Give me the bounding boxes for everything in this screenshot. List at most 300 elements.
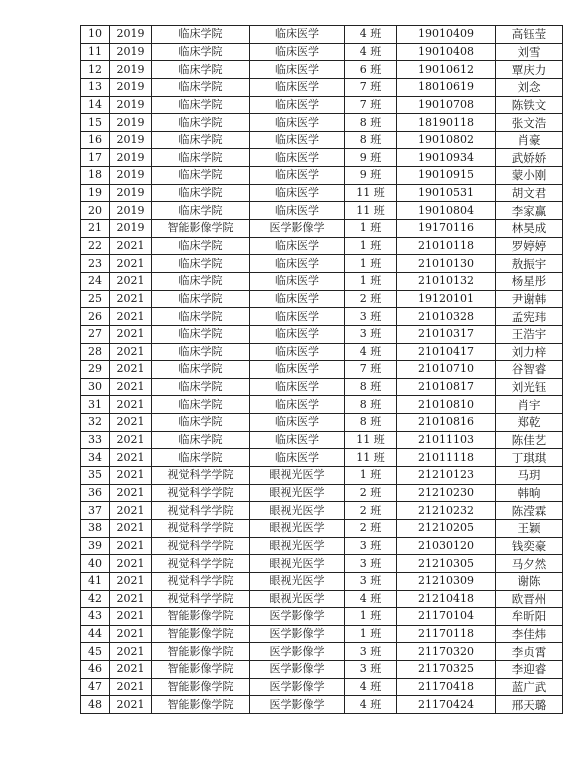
cell-student-id: 19010915 bbox=[397, 167, 496, 185]
cell-name: 马玥 bbox=[496, 467, 563, 485]
cell-student-id: 19010409 bbox=[397, 26, 496, 44]
cell-index: 20 bbox=[81, 202, 110, 220]
cell-major: 临床医学 bbox=[250, 167, 345, 185]
cell-name: 罗婷婷 bbox=[496, 237, 563, 255]
cell-name: 肖豪 bbox=[496, 131, 563, 149]
cell-student-id: 21210205 bbox=[397, 519, 496, 537]
cell-year: 2021 bbox=[110, 237, 152, 255]
cell-index: 47 bbox=[81, 678, 110, 696]
cell-college: 临床学院 bbox=[152, 343, 250, 361]
cell-index: 18 bbox=[81, 167, 110, 185]
cell-college: 临床学院 bbox=[152, 308, 250, 326]
table-row bbox=[81, 625, 563, 643]
cell-major: 眼视光医学 bbox=[250, 484, 345, 502]
cell-college: 临床学院 bbox=[152, 114, 250, 132]
cell-major: 临床医学 bbox=[250, 184, 345, 202]
cell-college: 临床学院 bbox=[152, 61, 250, 79]
cell-year: 2021 bbox=[110, 678, 152, 696]
cell-name: 杨星彤 bbox=[496, 272, 563, 290]
cell-student-id: 19010612 bbox=[397, 61, 496, 79]
table-row bbox=[81, 167, 563, 185]
cell-class: 1 班 bbox=[345, 255, 397, 273]
cell-name: 李佳炜 bbox=[496, 625, 563, 643]
cell-name: 丁琪琪 bbox=[496, 449, 563, 467]
cell-index: 12 bbox=[81, 61, 110, 79]
cell-college: 临床学院 bbox=[152, 272, 250, 290]
table-row bbox=[81, 572, 563, 590]
table-row bbox=[81, 96, 563, 114]
cell-student-id: 21170424 bbox=[397, 696, 496, 714]
cell-college: 视觉科学学院 bbox=[152, 555, 250, 573]
cell-class: 4 班 bbox=[345, 26, 397, 44]
cell-year: 2019 bbox=[110, 61, 152, 79]
table-row bbox=[81, 608, 563, 626]
cell-student-id: 18010619 bbox=[397, 78, 496, 96]
cell-student-id: 21210418 bbox=[397, 590, 496, 608]
cell-name: 覃庆力 bbox=[496, 61, 563, 79]
cell-major: 眼视光医学 bbox=[250, 502, 345, 520]
table-row bbox=[81, 114, 563, 132]
cell-major: 临床医学 bbox=[250, 202, 345, 220]
cell-class: 4 班 bbox=[345, 590, 397, 608]
cell-index: 28 bbox=[81, 343, 110, 361]
cell-major: 临床医学 bbox=[250, 396, 345, 414]
cell-student-id: 19170116 bbox=[397, 220, 496, 238]
cell-index: 29 bbox=[81, 361, 110, 379]
cell-year: 2021 bbox=[110, 361, 152, 379]
cell-college: 智能影像学院 bbox=[152, 696, 250, 714]
cell-year: 2021 bbox=[110, 467, 152, 485]
cell-major: 医学影像学 bbox=[250, 661, 345, 679]
cell-college: 临床学院 bbox=[152, 184, 250, 202]
table-row bbox=[81, 149, 563, 167]
cell-name: 李迎睿 bbox=[496, 661, 563, 679]
table-row bbox=[81, 237, 563, 255]
cell-index: 22 bbox=[81, 237, 110, 255]
cell-class: 2 班 bbox=[345, 502, 397, 520]
table-row bbox=[81, 590, 563, 608]
cell-name: 武娇娇 bbox=[496, 149, 563, 167]
cell-year: 2021 bbox=[110, 449, 152, 467]
cell-index: 48 bbox=[81, 696, 110, 714]
cell-year: 2021 bbox=[110, 414, 152, 432]
table-row bbox=[81, 431, 563, 449]
cell-year: 2021 bbox=[110, 502, 152, 520]
table-row bbox=[81, 343, 563, 361]
cell-class: 4 班 bbox=[345, 43, 397, 61]
cell-major: 临床医学 bbox=[250, 237, 345, 255]
cell-college: 临床学院 bbox=[152, 96, 250, 114]
cell-class: 8 班 bbox=[345, 396, 397, 414]
cell-student-id: 21210305 bbox=[397, 555, 496, 573]
cell-name: 谷智睿 bbox=[496, 361, 563, 379]
cell-year: 2019 bbox=[110, 43, 152, 61]
cell-student-id: 21011103 bbox=[397, 431, 496, 449]
cell-college: 视觉科学学院 bbox=[152, 537, 250, 555]
cell-college: 临床学院 bbox=[152, 378, 250, 396]
table-row bbox=[81, 290, 563, 308]
cell-student-id: 21010816 bbox=[397, 414, 496, 432]
cell-name: 牟昕阳 bbox=[496, 608, 563, 626]
cell-index: 43 bbox=[81, 608, 110, 626]
table-row bbox=[81, 78, 563, 96]
cell-class: 3 班 bbox=[345, 537, 397, 555]
cell-index: 30 bbox=[81, 378, 110, 396]
cell-major: 临床医学 bbox=[250, 149, 345, 167]
cell-name: 马夕然 bbox=[496, 555, 563, 573]
cell-student-id: 21210123 bbox=[397, 467, 496, 485]
cell-year: 2021 bbox=[110, 696, 152, 714]
cell-index: 17 bbox=[81, 149, 110, 167]
cell-major: 眼视光医学 bbox=[250, 467, 345, 485]
cell-year: 2021 bbox=[110, 431, 152, 449]
cell-class: 2 班 bbox=[345, 484, 397, 502]
cell-student-id: 21170104 bbox=[397, 608, 496, 626]
cell-college: 智能影像学院 bbox=[152, 625, 250, 643]
cell-index: 13 bbox=[81, 78, 110, 96]
cell-major: 临床医学 bbox=[250, 78, 345, 96]
cell-class: 11 班 bbox=[345, 449, 397, 467]
cell-major: 医学影像学 bbox=[250, 220, 345, 238]
cell-name: 陈铁文 bbox=[496, 96, 563, 114]
table-row bbox=[81, 26, 563, 44]
cell-college: 视觉科学学院 bbox=[152, 484, 250, 502]
cell-class: 1 班 bbox=[345, 608, 397, 626]
cell-year: 2021 bbox=[110, 308, 152, 326]
cell-year: 2021 bbox=[110, 661, 152, 679]
table-row bbox=[81, 661, 563, 679]
table-row bbox=[81, 414, 563, 432]
cell-year: 2021 bbox=[110, 325, 152, 343]
cell-major: 临床医学 bbox=[250, 308, 345, 326]
cell-index: 21 bbox=[81, 220, 110, 238]
cell-class: 11 班 bbox=[345, 202, 397, 220]
cell-class: 3 班 bbox=[345, 308, 397, 326]
table-row bbox=[81, 678, 563, 696]
cell-major: 临床医学 bbox=[250, 378, 345, 396]
cell-college: 临床学院 bbox=[152, 325, 250, 343]
table-row bbox=[81, 502, 563, 520]
cell-college: 临床学院 bbox=[152, 431, 250, 449]
cell-name: 孟宪玮 bbox=[496, 308, 563, 326]
cell-student-id: 21030120 bbox=[397, 537, 496, 555]
cell-class: 1 班 bbox=[345, 625, 397, 643]
cell-college: 视觉科学学院 bbox=[152, 590, 250, 608]
cell-major: 临床医学 bbox=[250, 343, 345, 361]
cell-major: 临床医学 bbox=[250, 414, 345, 432]
cell-major: 眼视光医学 bbox=[250, 519, 345, 537]
cell-name: 李家赢 bbox=[496, 202, 563, 220]
cell-major: 临床医学 bbox=[250, 43, 345, 61]
cell-major: 临床医学 bbox=[250, 449, 345, 467]
cell-major: 临床医学 bbox=[250, 272, 345, 290]
cell-class: 8 班 bbox=[345, 131, 397, 149]
cell-major: 眼视光医学 bbox=[250, 590, 345, 608]
cell-college: 临床学院 bbox=[152, 237, 250, 255]
cell-index: 36 bbox=[81, 484, 110, 502]
cell-name: 张文浩 bbox=[496, 114, 563, 132]
table-row bbox=[81, 643, 563, 661]
cell-student-id: 21010130 bbox=[397, 255, 496, 273]
cell-college: 智能影像学院 bbox=[152, 661, 250, 679]
cell-student-id: 21210309 bbox=[397, 572, 496, 590]
cell-index: 26 bbox=[81, 308, 110, 326]
cell-college: 临床学院 bbox=[152, 26, 250, 44]
cell-name: 刘光钰 bbox=[496, 378, 563, 396]
cell-year: 2019 bbox=[110, 202, 152, 220]
cell-college: 智能影像学院 bbox=[152, 220, 250, 238]
cell-class: 3 班 bbox=[345, 643, 397, 661]
cell-major: 眼视光医学 bbox=[250, 572, 345, 590]
cell-index: 16 bbox=[81, 131, 110, 149]
cell-year: 2021 bbox=[110, 537, 152, 555]
cell-year: 2021 bbox=[110, 272, 152, 290]
cell-student-id: 21170418 bbox=[397, 678, 496, 696]
cell-class: 9 班 bbox=[345, 167, 397, 185]
table-row bbox=[81, 255, 563, 273]
cell-major: 医学影像学 bbox=[250, 625, 345, 643]
cell-name: 陈滢霖 bbox=[496, 502, 563, 520]
cell-college: 临床学院 bbox=[152, 78, 250, 96]
table-row bbox=[81, 272, 563, 290]
cell-index: 27 bbox=[81, 325, 110, 343]
cell-name: 胡文君 bbox=[496, 184, 563, 202]
table-row bbox=[81, 484, 563, 502]
cell-college: 临床学院 bbox=[152, 167, 250, 185]
cell-major: 医学影像学 bbox=[250, 678, 345, 696]
cell-index: 11 bbox=[81, 43, 110, 61]
cell-year: 2021 bbox=[110, 290, 152, 308]
cell-index: 19 bbox=[81, 184, 110, 202]
cell-index: 33 bbox=[81, 431, 110, 449]
cell-name: 陈佳艺 bbox=[496, 431, 563, 449]
cell-name: 欧晋州 bbox=[496, 590, 563, 608]
cell-year: 2019 bbox=[110, 26, 152, 44]
table-row bbox=[81, 61, 563, 79]
cell-student-id: 21010710 bbox=[397, 361, 496, 379]
cell-year: 2021 bbox=[110, 343, 152, 361]
cell-index: 23 bbox=[81, 255, 110, 273]
cell-student-id: 21010317 bbox=[397, 325, 496, 343]
cell-year: 2021 bbox=[110, 396, 152, 414]
cell-student-id: 21010417 bbox=[397, 343, 496, 361]
cell-student-id: 21011118 bbox=[397, 449, 496, 467]
table-row bbox=[81, 396, 563, 414]
cell-index: 39 bbox=[81, 537, 110, 555]
cell-student-id: 19010804 bbox=[397, 202, 496, 220]
cell-index: 37 bbox=[81, 502, 110, 520]
cell-college: 视觉科学学院 bbox=[152, 502, 250, 520]
table-body bbox=[81, 26, 563, 714]
cell-index: 15 bbox=[81, 114, 110, 132]
table-row bbox=[81, 220, 563, 238]
cell-name: 谢陈 bbox=[496, 572, 563, 590]
cell-year: 2021 bbox=[110, 572, 152, 590]
cell-student-id: 19010531 bbox=[397, 184, 496, 202]
cell-index: 46 bbox=[81, 661, 110, 679]
cell-college: 临床学院 bbox=[152, 396, 250, 414]
cell-student-id: 21010810 bbox=[397, 396, 496, 414]
table-row bbox=[81, 519, 563, 537]
cell-class: 3 班 bbox=[345, 661, 397, 679]
cell-class: 8 班 bbox=[345, 414, 397, 432]
cell-year: 2019 bbox=[110, 78, 152, 96]
cell-student-id: 18190118 bbox=[397, 114, 496, 132]
table-row bbox=[81, 696, 563, 714]
cell-class: 2 班 bbox=[345, 519, 397, 537]
cell-major: 眼视光医学 bbox=[250, 537, 345, 555]
cell-college: 临床学院 bbox=[152, 290, 250, 308]
cell-major: 临床医学 bbox=[250, 26, 345, 44]
cell-index: 10 bbox=[81, 26, 110, 44]
cell-name: 高钰莹 bbox=[496, 26, 563, 44]
cell-index: 25 bbox=[81, 290, 110, 308]
cell-student-id: 21010817 bbox=[397, 378, 496, 396]
cell-name: 林昊成 bbox=[496, 220, 563, 238]
cell-year: 2021 bbox=[110, 255, 152, 273]
cell-index: 31 bbox=[81, 396, 110, 414]
table-row bbox=[81, 325, 563, 343]
cell-class: 11 班 bbox=[345, 184, 397, 202]
table-row bbox=[81, 361, 563, 379]
cell-college: 临床学院 bbox=[152, 361, 250, 379]
cell-college: 临床学院 bbox=[152, 131, 250, 149]
cell-major: 医学影像学 bbox=[250, 608, 345, 626]
cell-class: 1 班 bbox=[345, 272, 397, 290]
cell-class: 8 班 bbox=[345, 114, 397, 132]
cell-index: 41 bbox=[81, 572, 110, 590]
cell-college: 视觉科学学院 bbox=[152, 467, 250, 485]
cell-index: 32 bbox=[81, 414, 110, 432]
cell-student-id: 19010934 bbox=[397, 149, 496, 167]
table-row bbox=[81, 449, 563, 467]
cell-college: 临床学院 bbox=[152, 202, 250, 220]
cell-major: 临床医学 bbox=[250, 96, 345, 114]
cell-name: 邢天璐 bbox=[496, 696, 563, 714]
cell-name: 刘力梓 bbox=[496, 343, 563, 361]
cell-student-id: 21170320 bbox=[397, 643, 496, 661]
cell-college: 智能影像学院 bbox=[152, 643, 250, 661]
table-row bbox=[81, 131, 563, 149]
cell-class: 4 班 bbox=[345, 678, 397, 696]
cell-major: 临床医学 bbox=[250, 361, 345, 379]
cell-college: 视觉科学学院 bbox=[152, 519, 250, 537]
cell-year: 2019 bbox=[110, 131, 152, 149]
cell-class: 1 班 bbox=[345, 467, 397, 485]
cell-student-id: 21170325 bbox=[397, 661, 496, 679]
cell-college: 临床学院 bbox=[152, 414, 250, 432]
cell-college: 临床学院 bbox=[152, 449, 250, 467]
cell-year: 2019 bbox=[110, 114, 152, 132]
cell-major: 医学影像学 bbox=[250, 643, 345, 661]
cell-name: 李贞霄 bbox=[496, 643, 563, 661]
cell-college: 临床学院 bbox=[152, 149, 250, 167]
cell-year: 2021 bbox=[110, 625, 152, 643]
cell-name: 尹谢韩 bbox=[496, 290, 563, 308]
cell-index: 14 bbox=[81, 96, 110, 114]
table-row bbox=[81, 43, 563, 61]
cell-class: 3 班 bbox=[345, 555, 397, 573]
cell-index: 40 bbox=[81, 555, 110, 573]
table-row bbox=[81, 467, 563, 485]
cell-year: 2021 bbox=[110, 378, 152, 396]
cell-student-id: 19010408 bbox=[397, 43, 496, 61]
cell-name: 蒙小刚 bbox=[496, 167, 563, 185]
cell-index: 42 bbox=[81, 590, 110, 608]
cell-year: 2019 bbox=[110, 149, 152, 167]
cell-name: 郑乾 bbox=[496, 414, 563, 432]
cell-index: 45 bbox=[81, 643, 110, 661]
cell-name: 肖宇 bbox=[496, 396, 563, 414]
cell-year: 2019 bbox=[110, 184, 152, 202]
cell-student-id: 21010118 bbox=[397, 237, 496, 255]
cell-year: 2021 bbox=[110, 608, 152, 626]
cell-year: 2021 bbox=[110, 643, 152, 661]
cell-student-id: 21010132 bbox=[397, 272, 496, 290]
cell-college: 智能影像学院 bbox=[152, 678, 250, 696]
table-row bbox=[81, 202, 563, 220]
cell-student-id: 21010328 bbox=[397, 308, 496, 326]
cell-major: 临床医学 bbox=[250, 114, 345, 132]
table-row bbox=[81, 378, 563, 396]
cell-year: 2021 bbox=[110, 590, 152, 608]
cell-major: 临床医学 bbox=[250, 325, 345, 343]
table-row bbox=[81, 184, 563, 202]
table-row bbox=[81, 555, 563, 573]
cell-index: 34 bbox=[81, 449, 110, 467]
cell-class: 1 班 bbox=[345, 237, 397, 255]
cell-student-id: 19010802 bbox=[397, 131, 496, 149]
cell-year: 2019 bbox=[110, 96, 152, 114]
cell-major: 临床医学 bbox=[250, 61, 345, 79]
cell-class: 3 班 bbox=[345, 572, 397, 590]
table-row bbox=[81, 537, 563, 555]
cell-name: 韩晌 bbox=[496, 484, 563, 502]
cell-student-id: 21210230 bbox=[397, 484, 496, 502]
cell-index: 38 bbox=[81, 519, 110, 537]
cell-name: 蓝广武 bbox=[496, 678, 563, 696]
cell-class: 6 班 bbox=[345, 61, 397, 79]
cell-name: 刘雪 bbox=[496, 43, 563, 61]
cell-class: 7 班 bbox=[345, 96, 397, 114]
cell-class: 1 班 bbox=[345, 220, 397, 238]
cell-major: 临床医学 bbox=[250, 431, 345, 449]
cell-name: 王浩宇 bbox=[496, 325, 563, 343]
cell-major: 临床医学 bbox=[250, 131, 345, 149]
cell-major: 医学影像学 bbox=[250, 696, 345, 714]
cell-name: 敖振宇 bbox=[496, 255, 563, 273]
cell-index: 44 bbox=[81, 625, 110, 643]
cell-class: 3 班 bbox=[345, 325, 397, 343]
cell-name: 钱奕豪 bbox=[496, 537, 563, 555]
cell-class: 8 班 bbox=[345, 378, 397, 396]
cell-name: 刘念 bbox=[496, 78, 563, 96]
cell-class: 4 班 bbox=[345, 696, 397, 714]
cell-year: 2019 bbox=[110, 167, 152, 185]
cell-college: 临床学院 bbox=[152, 43, 250, 61]
cell-college: 视觉科学学院 bbox=[152, 572, 250, 590]
cell-student-id: 19010708 bbox=[397, 96, 496, 114]
cell-index: 35 bbox=[81, 467, 110, 485]
cell-major: 临床医学 bbox=[250, 290, 345, 308]
cell-major: 临床医学 bbox=[250, 255, 345, 273]
cell-class: 4 班 bbox=[345, 343, 397, 361]
table-row bbox=[81, 308, 563, 326]
cell-student-id: 21170118 bbox=[397, 625, 496, 643]
cell-student-id: 19120101 bbox=[397, 290, 496, 308]
cell-class: 9 班 bbox=[345, 149, 397, 167]
cell-class: 7 班 bbox=[345, 78, 397, 96]
